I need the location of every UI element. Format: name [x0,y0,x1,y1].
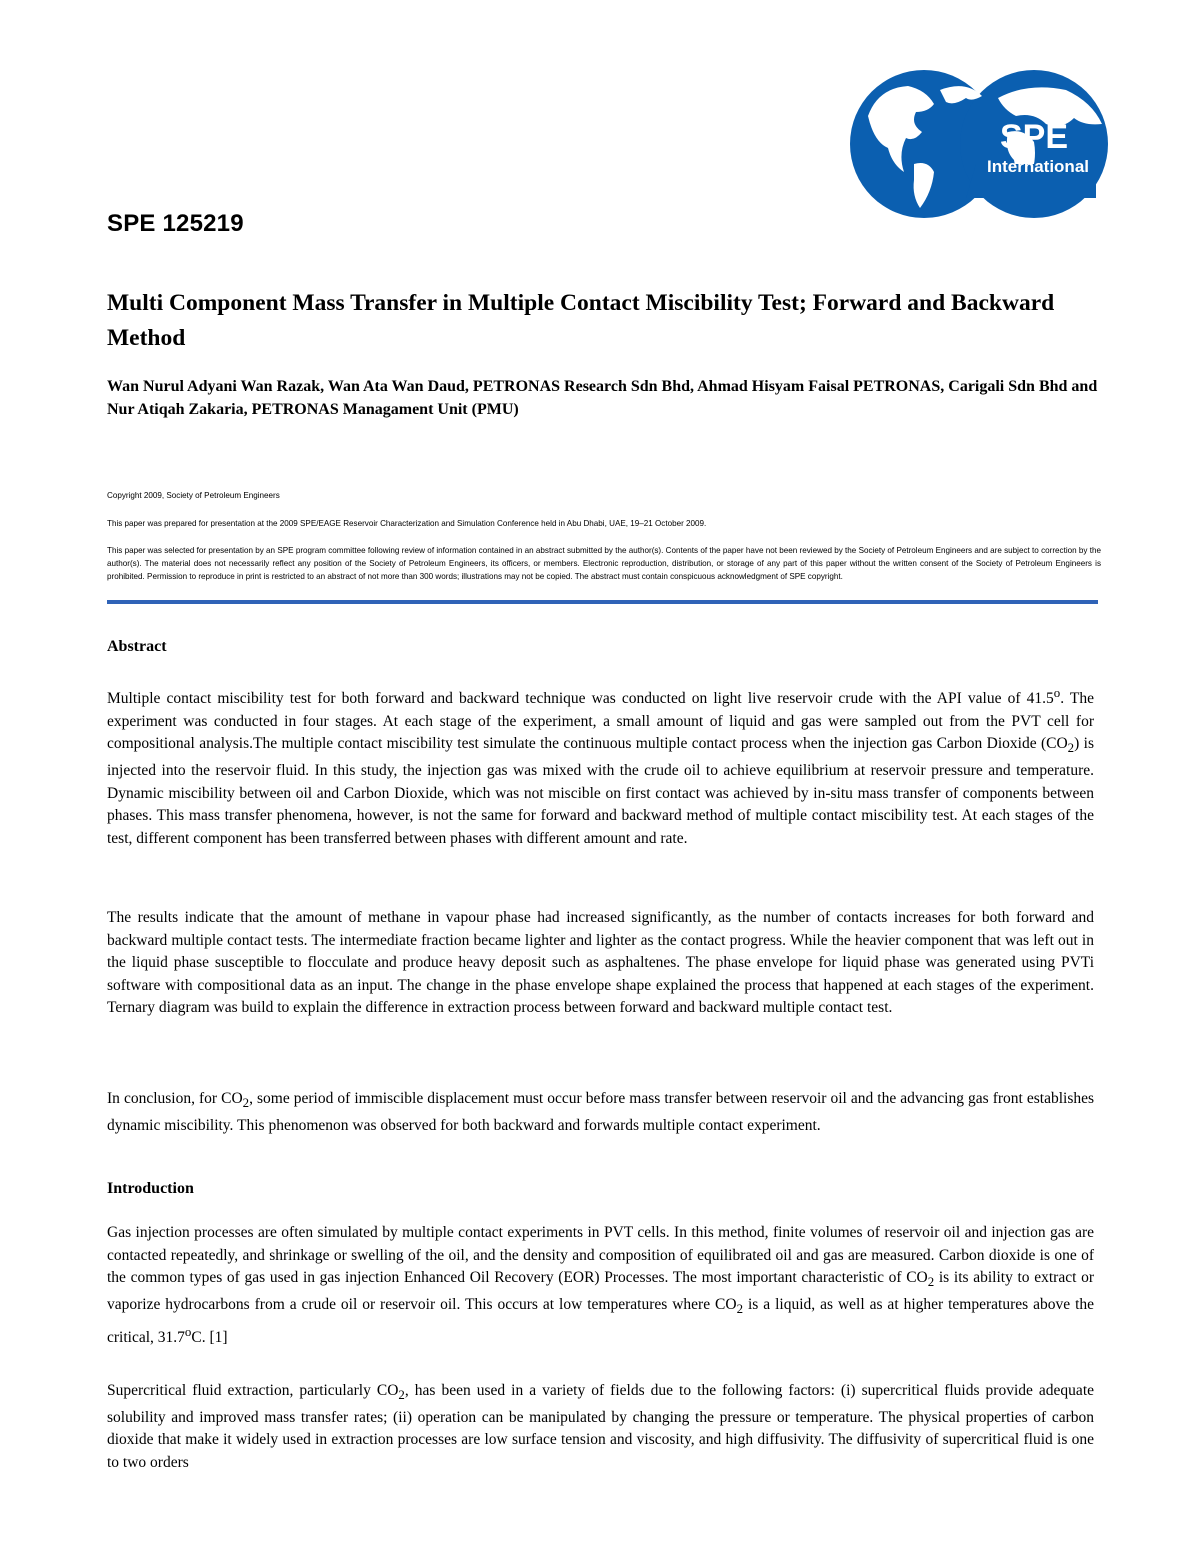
abstract-paragraph-3: In conclusion, for $CO_2$, some period of immiscible displacement must occur before mass transfer between reservoir oil and the advancing gas front establishes dynamic miscibility. This phenomenon was observed for both backward and forwards multiple contact experiment. [107,1090,1095,1134]
logo-text-international: International [986,157,1090,176]
introduction-paragraph-2: Supercritical fluid extraction, particularly $CO_2$, has been used in a variety of fields due to the following factors: (i) supercritical fluids provide adequate solubility and improved mass transfer rates; (ii) operation can be manipulated by changing the pressure or temperature. The physical properties of carbon dioxide that make it widely used in extraction processes are low surface tension and viscosity, and high diffusivity. The diffusivity of supercritical fluid is one to two orders [107,1382,1095,1471]
introduction-heading: Introduction [107,1180,194,1197]
copyright-notice: Copyright 2009, Society of Petroleum Engineers [107,491,280,500]
spe-logo [848,68,1110,220]
introduction-paragraph-1: Gas injection processes are often simulated by multiple contact experiments in PVT cells. In this method, finite volumes of reservoir oil and injection gas are contacted repeatedly, and shrinkage or swelling of the oil, and the density and composition of equilibrated oil and gas are measured. Carbon dioxide is one of the common types of gas used in gas injection Enhanced Oil Recovery (EOR) Processes. The most important characteristic of $CO_2$ is its ability to extract or vaporize hydrocarbons from a crude oil or reservoir oil. This occurs at low temperatures where $CO_2$ is a liquid, as well as at higher temperatures above the critical, 31.7$^o$C. [1] [107,1224,1094,1346]
paper-title: Multi Component Mass Transfer in Multiple Contact Miscibility Test; Forward and Backward Method [107,290,1055,351]
globe-icon [848,68,1110,220]
selection-disclaimer: This paper was selected for presentation by an SPE program committee following review of information contained in an abstract submitted by the author(s). Contents of the paper have not been reviewed by the Society of Petroleum Engineers and are subject to correction by the author(s). The material does not necessarily reflect any position of the Society of Petroleum Engineers, its officers, or members. Electronic reproduction, distribution, or storage of any part of this paper without the written consent of the Society of Petroleum Engineers is prohibited. Permission to reproduce in print is restricted to an abstract of not more than 300 words; illustrations may not be copied. The abstract must contain conspicuous acknowledgment of SPE copyright. [107,546,1101,581]
abstract-heading: Abstract [107,638,167,655]
author-list: Wan Nurul Adyani Wan Razak, Wan Ata Wan Daud, PETRONAS Research Sdn Bhd, Ahmad Hisyam Faisal PETRONAS, Carigali Sdn Bhd and Nur Atiqah Zakaria, PETRONAS Managament Unit (PMU) [107,378,1098,418]
conference-notice: This paper was prepared for presentation at the 2009 SPE/EAGE Reservoir Characterization and Simulation Conference held in Abu Dhabi, UAE, 19–21 October 2009. [107,519,707,528]
paper-number: SPE 125219 [107,210,244,237]
abstract-paragraph-1: Multiple contact miscibility test for both forward and backward technique was conducted on light live reservoir crude with the API value of 41.5$^o$. The experiment was conducted in four stages. At each stage of the experiment, a small amount of liquid and gas were sampled out from the PVT cell for compositional analysis.The multiple contact miscibility test simulate the continuous multiple contact process when the injection gas Carbon Dioxide $(CO_2)$ is injected into the reservoir fluid. In this study, the injection gas was mixed with the crude oil to achieve equilibrium at reservoir pressure and temperature. Dynamic miscibility between oil and Carbon Dioxide, which was not miscible on first contact was achieved by in-situ mass transfer of components between phases. This mass transfer phenomena, however, is not the same for forward and backward method of multiple contact miscibility test. At each stages of the test, different component has been transferred between phases with different amount and rate. [107,685,1094,847]
logo-text-spe: SPE [999,118,1069,156]
header-divider [107,600,1098,604]
abstract-paragraph-2: The results indicate that the amount of methane in vapour phase had increased significantly, as the number of contacts increases for both forward and backward multiple contact tests. The intermediate fraction became lighter and lighter as the contact progress. While the heavier component that was left out in the liquid phase susceptible to flocculate and produce heavy deposit such as asphaltenes. The phase envelope for liquid phase was generated using PVTi software with compositional data as an input. The change in the phase envelope shape explained the process that happened at each stages of the experiment. Ternary diagram was build to explain the difference in extraction process between forward and backward multiple contact test. [107,909,1094,1017]
